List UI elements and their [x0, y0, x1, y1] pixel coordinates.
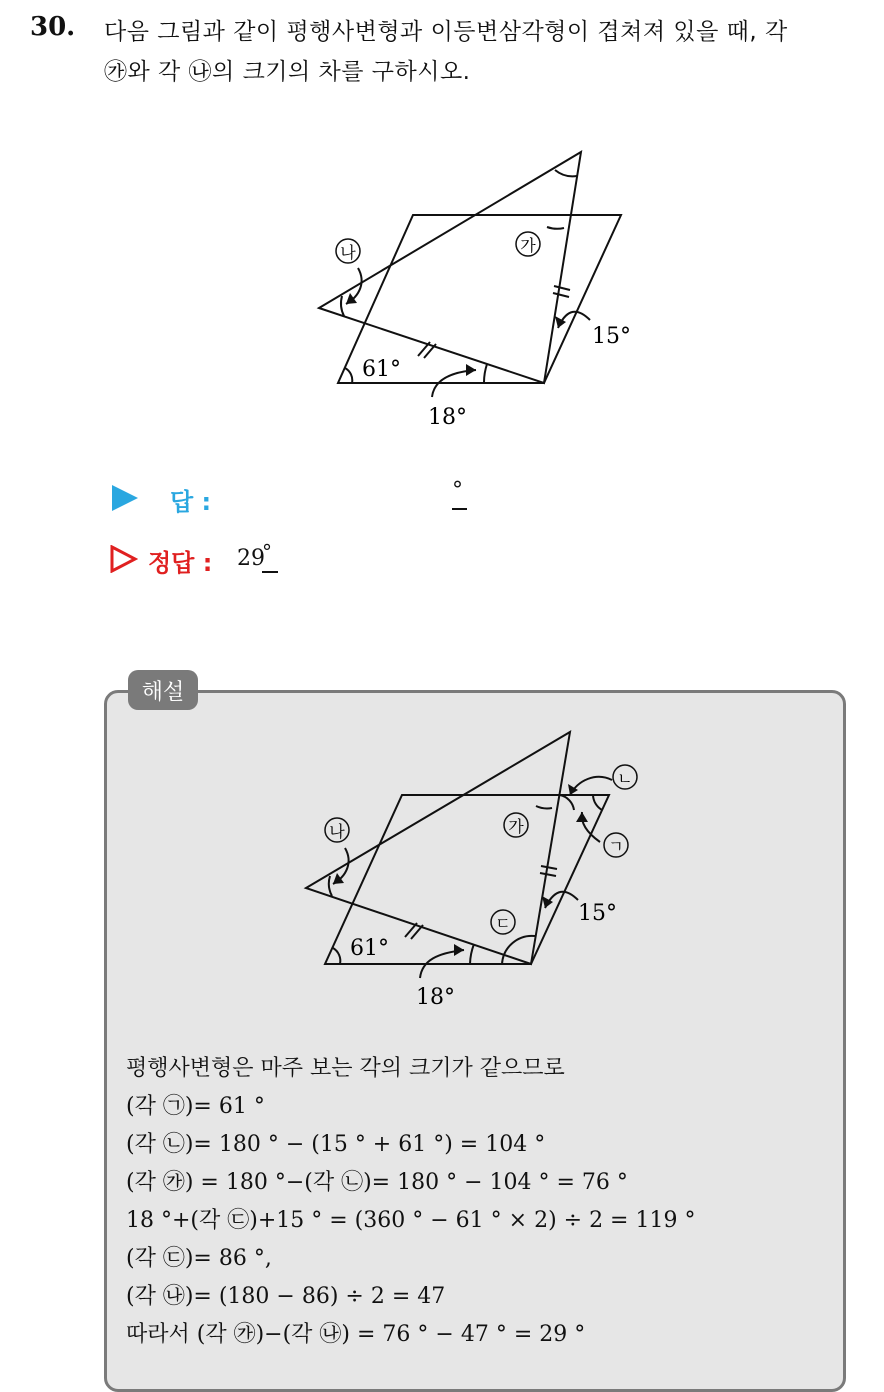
label-ga: 가	[520, 236, 536, 255]
answer-unit: °	[452, 478, 463, 503]
correct-label: 정답 :	[148, 549, 213, 577]
solution-line-7: (각 ㉯)= (180 − 86) ÷ 2 = 47	[126, 1284, 446, 1309]
solution-angle-arc-ga	[536, 806, 552, 808]
solution-arrow-nieun	[570, 777, 612, 795]
solution-tab: 해설	[128, 670, 198, 710]
question-number: 30.	[30, 12, 76, 42]
label-angle-18: 18°	[428, 405, 467, 430]
label-na: 나	[340, 243, 356, 262]
solution-label-giyeok: ㄱ	[608, 837, 624, 856]
solution-line-6: (각 ㉢)= 86 °,	[126, 1246, 272, 1271]
label-angle-15: 15°	[592, 324, 631, 349]
solution-line-1: 평행사변형은 마주 보는 각의 크기가 같으므로	[126, 1056, 565, 1081]
solution-label-angle-15: 15°	[578, 901, 617, 926]
solution-label-nieun: ㄴ	[617, 769, 633, 788]
solution-label-ga: 가	[508, 817, 524, 836]
label-angle-61: 61°	[362, 357, 401, 382]
solution-label-angle-18: 18°	[416, 985, 455, 1010]
solution-angle-arc-giyeok	[593, 795, 602, 810]
correct-value: 29	[237, 546, 265, 571]
solution-angle-arc-nieun	[560, 795, 574, 810]
solution-line-5: 18 °+(각 ㉢)+15 ° = (360 ° − 61 ° × 2) ÷ 2 = 119 °	[126, 1208, 696, 1233]
solution-line-2: (각 ㉠)= 61 °	[126, 1094, 265, 1119]
question-line-2: ㉮와 각 ㉯의 크기의 차를 구하시오.	[104, 59, 471, 85]
solution-line-3: (각 ㉡)= 180 ° − (15 ° + 61 °) = 104 °	[126, 1132, 546, 1157]
correct-unit: °	[262, 540, 272, 564]
question-line-1: 다음 그림과 같이 평행사변형과 이등변삼각형이 겹쳐져 있을 때, 각	[104, 19, 788, 45]
solution-angle-arc-61	[333, 948, 340, 964]
solution-angle-arc-na	[329, 876, 332, 896]
solution-label-angle-61: 61°	[350, 936, 389, 961]
solution-label-digeut: ㄷ	[495, 914, 511, 933]
solution-text	[126, 1050, 826, 1354]
answer-label: 답 :	[170, 488, 212, 516]
solution-label-na: 나	[329, 822, 345, 841]
solution-line-4: (각 ㉮) = 180 °−(각 ㉡)= 180 ° − 104 ° = 76 °	[126, 1170, 628, 1195]
solution-angle-arc-18	[470, 944, 474, 964]
solution-line-8: 따라서 (각 ㉮)−(각 ㉯) = 76 ° − 47 ° = 29 °	[126, 1322, 586, 1347]
